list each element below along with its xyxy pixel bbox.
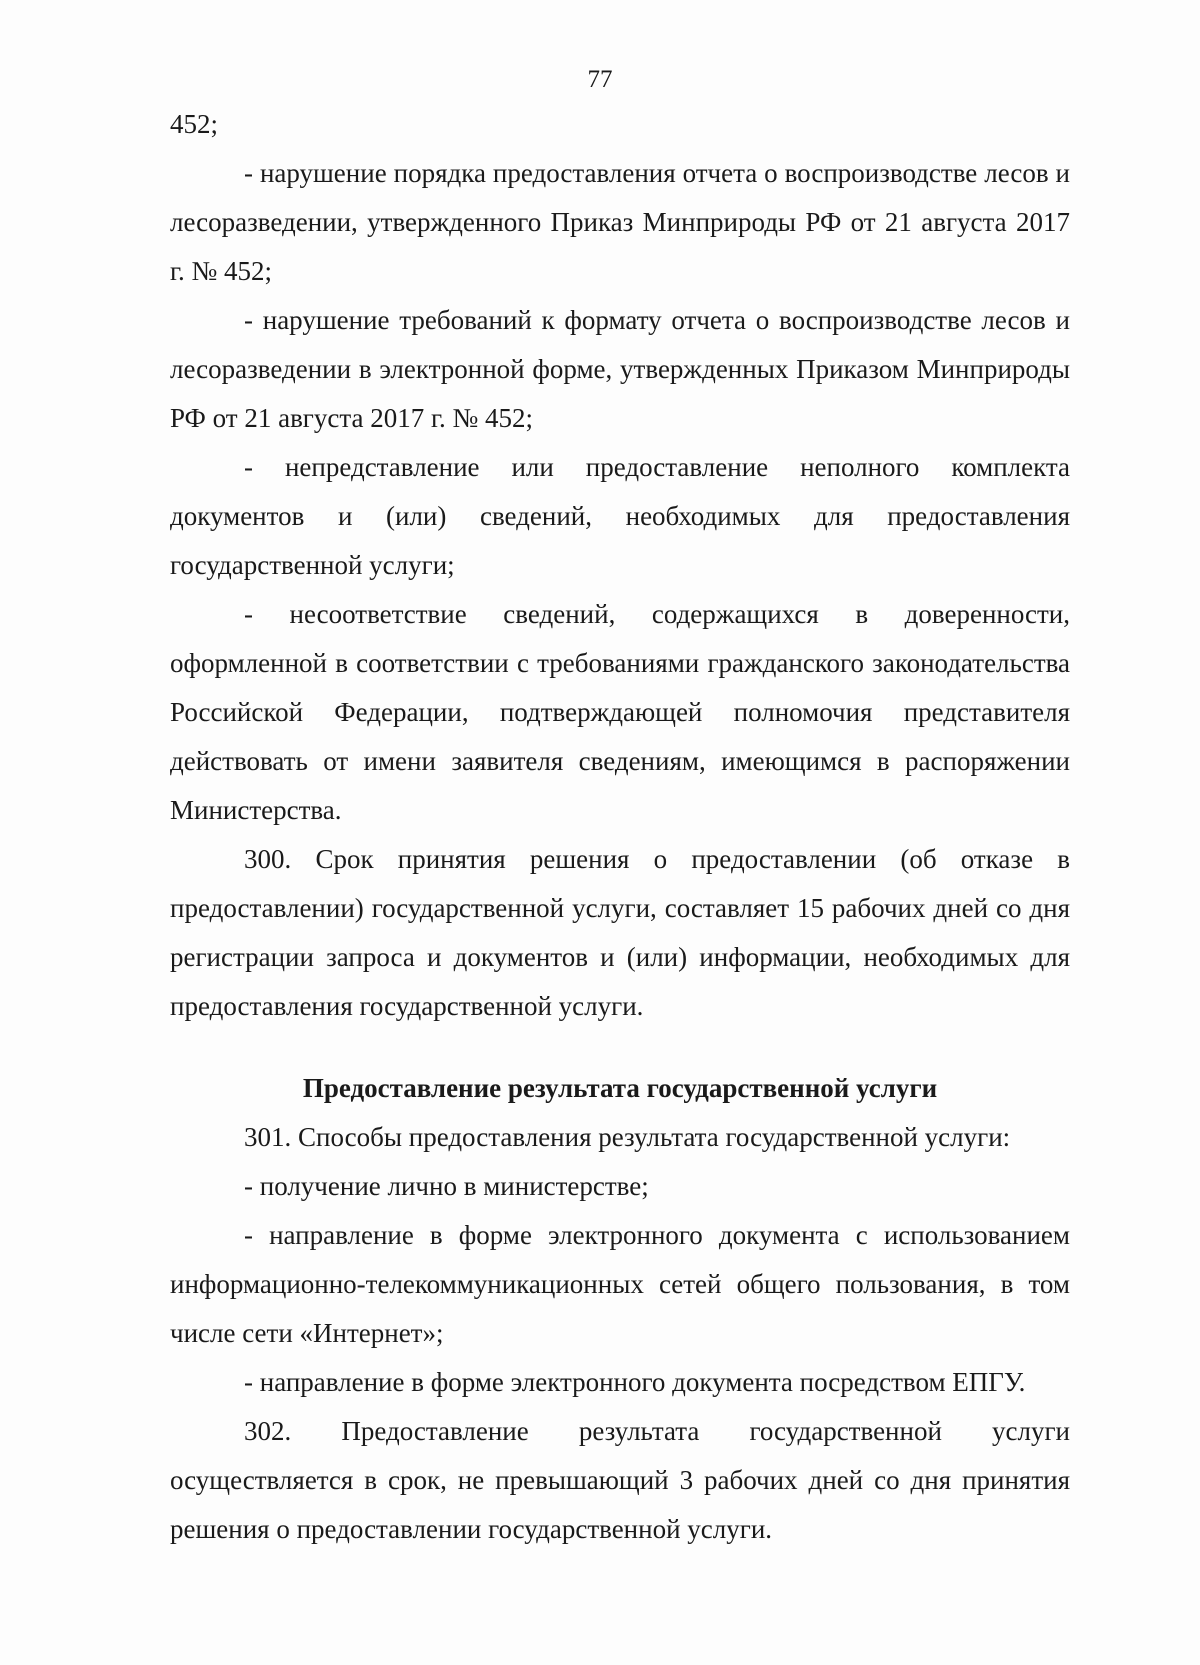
- list-item-electronic-epgu: - направление в форме электронного документа посредством ЕПГУ.: [244, 1367, 1026, 1397]
- list-item-in-person: - получение лично в министерстве;: [244, 1171, 649, 1201]
- page-number: 77: [587, 66, 613, 93]
- section-heading: Предоставление результата государственной услуги: [302, 1073, 938, 1103]
- body-text-bottom: [170, 1113, 1070, 1554]
- list-item-format-requirements: - нарушение требований к формату отчета о воспроизводстве лесов и лесоразведении в электронной форме, утвержденных Приказом Минприроды РФ от 21 августа 2017 г. № 452;: [170, 305, 1070, 433]
- paragraph-302: 302. Предоставление результата государственной услуги осуществляется в срок, не превышающий 3 рабочих дней со дня принятия решения о предоставлении государственной услуги.: [170, 1416, 1070, 1544]
- paragraph-301: 301. Способы предоставления результата государственной услуги:: [244, 1122, 1011, 1152]
- list-item-power-of-attorney: - несоответствие сведений, содержащихся в доверенности, оформленной в соответствии с требованиями гражданского законодательства Российской Федерации, подтверждающей полномочия представителя действовать от имени заявителя сведениям, имеющимся в распоряжении Министерства.: [170, 599, 1070, 825]
- list-item-electronic-internet: - направление в форме электронного документа с использованием информационно-телекоммуникационных сетей общего пользования, в том числе сети «Интернет»;: [170, 1220, 1070, 1348]
- list-item-report-procedure: - нарушение порядка предоставления отчета о воспроизводстве лесов и лесоразведении, утвержденного Приказ Минприроды РФ от 21 августа 2017 г. № 452;: [170, 158, 1070, 286]
- body-text-top: [170, 100, 1070, 1031]
- paragraph-300: 300. Срок принятия решения о предоставлении (об отказе в предоставлении) государственной услуги, составляет 15 рабочих дней со дня регистрации запроса и документов и (или) информации, необходимых для предоставления государственной услуги.: [170, 844, 1070, 1021]
- list-item-incomplete-documents: - непредставление или предоставление неполного комплекта документов и (или) сведений, необходимых для предоставления государственной услуги;: [170, 452, 1070, 580]
- paragraph-continuation: 452;: [170, 109, 219, 139]
